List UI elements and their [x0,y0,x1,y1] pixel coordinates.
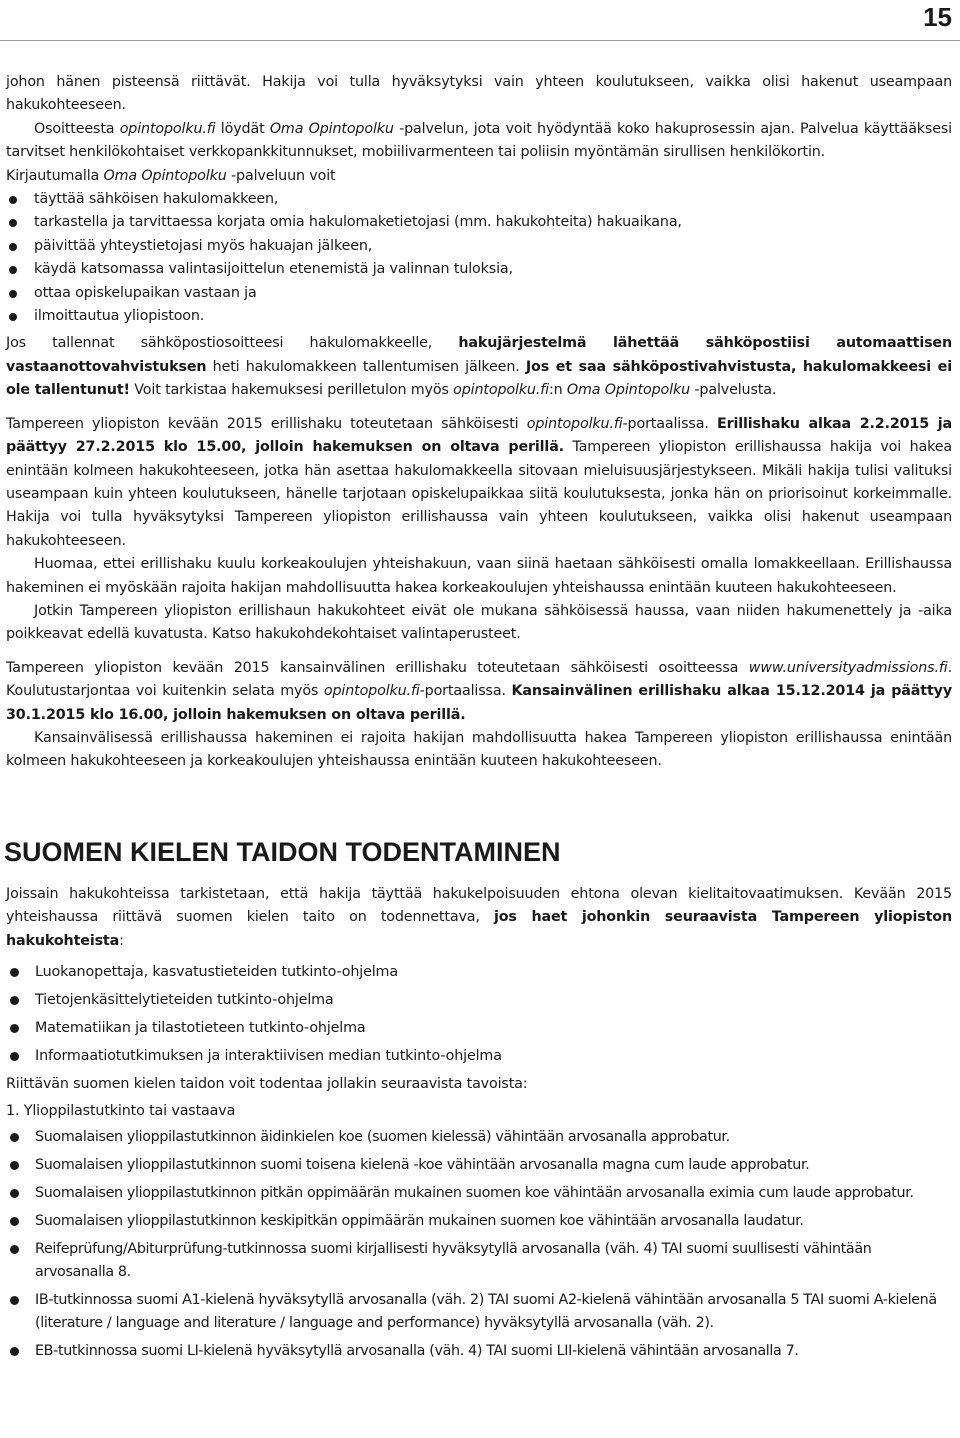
paragraph-kansainvalinen-2: Kansainvälisessä erillishaussa hakeminen ei rajoita hakijan mahdollisuutta hakea Tampereen yliopiston erillishaussa enintään kolmeen hakukohteeseen ja korkeakoulujen yhteishaussa enintään kuuteen hakukohteeseen. [6,729,952,770]
service-name: Oma Opintopolku [269,120,394,137]
list-item: päivittää yhteystietojasi myös hakuajan jälkeen, [6,235,952,258]
link-opintopolku: opintopolku.fi [453,382,549,399]
text: Osoitteesta [34,120,120,137]
bold-text: Kansainvälinen erillishaku alkaa 15.12.2014 ja päättyy 30.1.2015 klo 16.00, jolloin hakemuksen on oltava perillä. [6,683,952,723]
text: Tampereen yliopiston kevään 2015 kansainvälinen erillishaku toteutetaan sähköisesti osoitteessa [6,659,749,676]
list-item: käydä katsomassa valintasijoittelun etenemistä ja valinnan tuloksia, [6,258,952,281]
paragraph-kielitaito [6,883,952,953]
list-item: ottaa opiskelupaikan vastaan ja [6,282,952,305]
text: Joissain hakukohteissa tarkistetaan, että hakija täyttää hakukelpoisuuden ehtona olevan kielitaitovaatimuksen. Kevään 2015 yhteishaussa riittävä suomen kielen taito on todennettava, [6,885,952,926]
bold-text: Jos et saa sähköpostivahvistusta, hakulomakkeesi ei ole tallentunut! [6,358,952,399]
bold-text: jos haet johonkin seuraavista Tampereen yliopiston hakukohteista [6,909,952,949]
list-item: täyttää sähköisen hakulomakkeen, [6,188,952,211]
paragraph-login [6,165,952,188]
list-item: ilmoittautua yliopistoon. [6,305,952,328]
list-item: Suomalaisen ylioppilastutkinnon suomi toisena kielenä -koe vähintään arvosanalla magna cum laude approbatur. [6,1154,952,1177]
list-item: Reifeprüfung/Abiturprüfung-tutkinnossa suomi kirjallisesti hyväksytyllä arvosanalla (väh. 4) TAI suomi suullisesti vähintään arvosanalla 8. [6,1238,952,1284]
list-item: EB-tutkinnossa suomi LI-kielenä hyväksytyllä arvosanalla (väh. 4) TAI suomi LII-kielenä vähintään arvosanalla 7. [6,1340,952,1363]
service-name: Oma Opintopolku [103,167,227,184]
paragraph-jotkin: Jotkin Tampereen yliopiston erillishaun hakukohteet eivät ole mukana sähköisessä haussa, vaan niiden hakumenettely ja -aika poikkeavat edellä kuvatusta. Katso hakukohdekohtaiset valintaperusteet. [6,602,952,643]
program-list [6,961,952,1068]
bold-text: hakujärjestelmä lähettää sähköpostiisi automaattisen vastaanottovahvistuksen [6,335,953,375]
list-item: tarkastella ja tarvittaessa korjata omia hakulomaketietojasi (mm. hakukohteita) hakuaikana, [6,211,952,234]
text: Voit tarkistaa hakemuksesi perilletulon myös [129,382,454,399]
list-item: Informaatiotutkimuksen ja interaktiivisen median tutkinto-ohjelma [6,1045,952,1068]
paragraph-erillishaku [6,413,952,553]
page-body [6,71,952,1368]
text: :n [548,382,567,399]
service-name: Oma Opintopolku [566,382,691,399]
link-opintopolku: opintopolku.fi [119,120,216,137]
text: heti hakulomakkeen tallentumisen jälkeen. [206,358,526,375]
link-opintopolku: opintopolku.fi [526,415,623,432]
paragraph-opintopolku [6,118,952,165]
paragraph-huomaa: Huomaa, ettei erillishaku kuulu korkeakoulujen yhteishakuun, vaan siinä haetaan sähköisesti omalla lomakkeellaan. Erillishaussa hakeminen ei myöskään rajoita hakijan mahdollisuutta hakea korkeakoulujen yhteishaussa enintään kuuteen hakukohteeseen. [6,556,952,596]
text: . Koulutustarjontaa voi kuitenkin selata myös [6,659,952,700]
login-list [6,188,952,328]
paragraph-intro: johon hänen pisteensä riittävät. Hakija voi tulla hyväksytyksi vain yhteen koulutukseen, vaikka olisi hakenut useampaan hakukohteeseen. [6,74,952,114]
list-item: Suomalaisen ylioppilastutkinnon keskipitkän oppimäärän mukainen suomen koe vähintään arvosanalla laudatur. [6,1210,952,1233]
text: Tampereen yliopiston erillishaussa hakija voi hakea enintään kolmeen hakukohteeseen, jotka hän asettaa hakulomakkeella sitovaan mieluisuusjärjestykseen. Mikäli hakija tulisi valituksi useampaan kuin yhteen koulutukseen, hänelle tarjotaan opiskelupaikkaa siitä koulutuksesta, jonka hän on priorisoinut korkeimmalle. Hakija voi tulla hyväksytyksi Tampereen yliopiston erillishaussa vain yhteen koulutukseen, vaikka olisi hakenut useampaan hakukohteeseen. [6,439,952,549]
text: Jos tallennat sähköpostiosoitteesi hakulomakkeelle, [6,335,459,352]
exam-list [6,1126,952,1363]
text: Kirjautumalla [6,167,104,184]
text: -palvelun, jota voit hyödyntää koko hakuprosessin ajan. Palvelua käyttääksesi tarvitset henkilökohtaiset verkkopankkitunnukset, mobiilivarmenteen tai poliisin myöntämän sirullisen henkilökortin. [6,120,953,161]
header-rule [0,40,960,41]
page-number: 15 [923,2,952,32]
paragraph-tavat: Riittävän suomen kielen taidon voit todentaa jollakin seuraavista tavoista: [6,1076,528,1092]
link-opintopolku: opintopolku.fi [323,683,420,700]
text: -portaalissa. [419,683,512,700]
text: -palveluun voit [226,167,336,184]
numbered-heading: 1. Ylioppilastutkinto tai vastaava [6,1103,236,1120]
link-universityadmissions: www.universityadmissions.fi [748,659,948,676]
text: : [119,932,124,949]
text: löydät [215,120,270,137]
section-heading: SUOMEN KIELEN TAIDON TODENTAMINEN [4,836,561,867]
paragraph-kansainvalinen [6,657,952,727]
list-item: Tietojenkäsittelytieteiden tutkinto-ohjelma [6,989,952,1012]
list-item: Suomalaisen ylioppilastutkinnon äidinkielen koe (suomen kielessä) vähintään arvosanalla approbatur. [6,1126,952,1149]
list-item: Luokanopettaja, kasvatustieteiden tutkinto-ohjelma [6,961,952,984]
text: -palvelusta. [690,382,777,399]
list-item: Matematiikan ja tilastotieteen tutkinto-ohjelma [6,1017,952,1040]
list-item: IB-tutkinnossa suomi A1-kielenä hyväksytyllä arvosanalla (väh. 2) TAI suomi A2-kielenä vähintään arvosanalla 5 TAI suomi A-kielenä (literature / language and literature / language and performance) hyväksytyllä arvosanalla (väh. 2). [6,1289,952,1335]
list-item: Suomalaisen ylioppilastutkinnon pitkän oppimäärän mukainen suomen koe vähintään arvosanalla eximia cum laude approbatur. [6,1182,952,1205]
bold-text: Erillishaku alkaa 2.2.2015 ja päättyy 27.2.2015 klo 15.00, jolloin hakemuksen on oltava perillä. [6,415,952,456]
paragraph-email [6,332,952,402]
text: Tampereen yliopiston kevään 2015 erillishaku toteutetaan sähköisesti [6,415,527,432]
text: -portaalissa. [622,415,717,432]
